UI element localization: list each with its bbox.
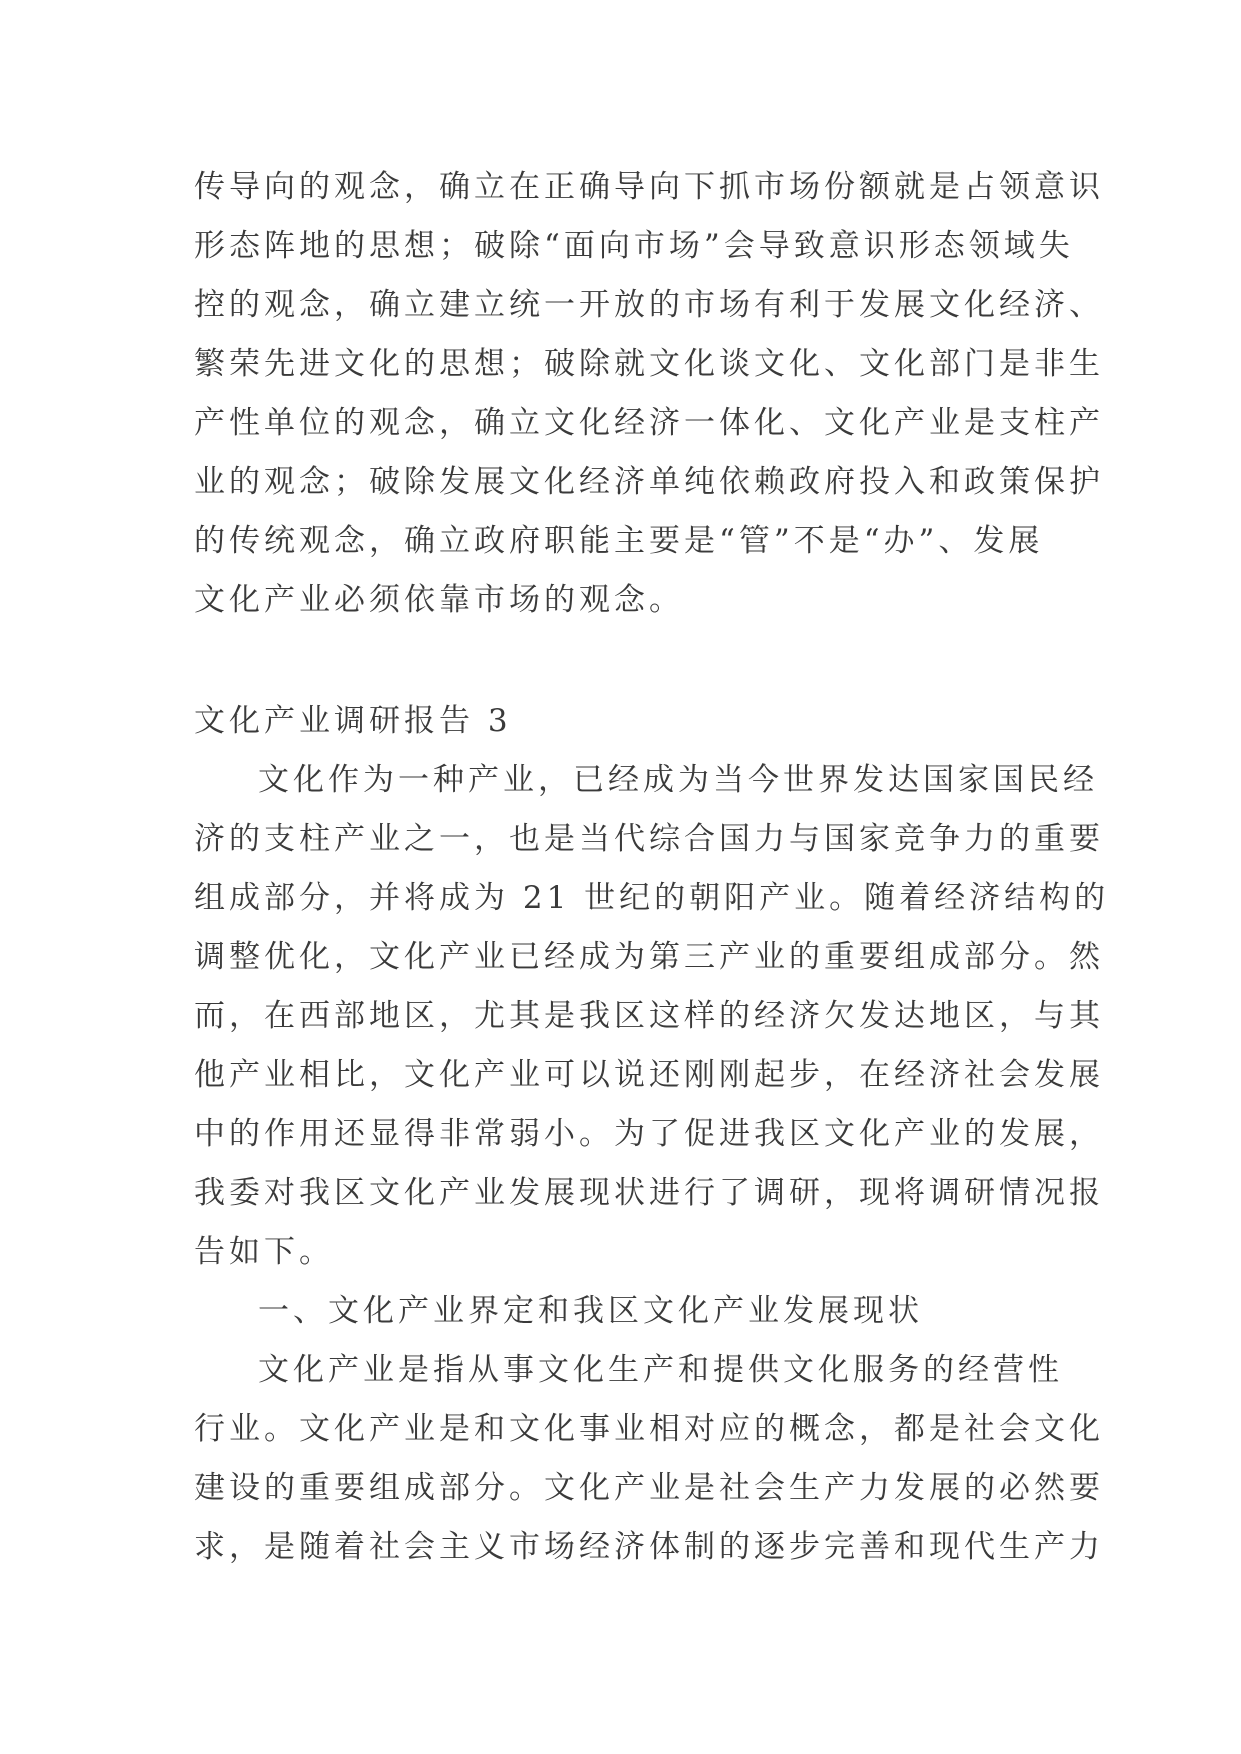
report-body: [194, 751, 1110, 1577]
text-line: 文化产业是指从事文化生产和提供文化服务的经营性: [258, 1352, 1063, 1388]
text-line: 控的观念，确立建立统一开放的市场有利于发展文化经济、: [194, 287, 1104, 323]
text-line: 行业。文化产业是和文化事业相对应的概念，都是社会文化: [194, 1411, 1104, 1447]
report-title-block: [194, 692, 1064, 751]
text-line: 济的支柱产业之一，也是当代综合国力与国家竞争力的重要: [194, 821, 1104, 857]
text-line: 调整优化，文化产业已经成为第三产业的重要组成部分。然: [194, 939, 1104, 975]
section-heading: 一、文化产业界定和我区文化产业发展现状: [258, 1293, 923, 1329]
text-line: 我委对我区文化产业发展现状进行了调研，现将调研情况报: [194, 1175, 1104, 1211]
text-line: 告如下。: [194, 1234, 334, 1270]
report-title: 文化产业调研报告 3: [194, 703, 512, 739]
text-line: 中的作用还显得非常弱小。为了促进我区文化产业的发展，: [194, 1116, 1104, 1152]
text-line: 他产业相比，文化产业可以说还刚刚起步，在经济社会发展: [194, 1057, 1104, 1093]
text-line: 组成部分，并将成为 21 世纪的朝阳产业。随着经济结构的: [194, 880, 1110, 916]
text-line: 而，在西部地区，尤其是我区这样的经济欠发达地区，与其: [194, 998, 1104, 1034]
text-line: 传导向的观念，确立在正确导向下抓市场份额就是占领意识: [194, 169, 1104, 205]
continuation-paragraph: [194, 158, 1104, 630]
text-line: 业的观念；破除发展文化经济单纯依赖政府投入和政策保护: [194, 464, 1104, 500]
text-line: 形态阵地的思想；破除“面向市场”会导致意识形态领域失: [194, 228, 1074, 264]
text-line: 文化作为一种产业，已经成为当今世界发达国家国民经: [258, 762, 1098, 798]
text-line: 求，是随着社会主义市场经济体制的逐步完善和现代生产力: [194, 1529, 1104, 1565]
text-line: 建设的重要组成部分。文化产业是社会生产力发展的必然要: [194, 1470, 1104, 1506]
text-line: 产性单位的观念，确立文化经济一体化、文化产业是支柱产: [194, 405, 1104, 441]
text-line: 的传统观念，确立政府职能主要是“管”不是“办”、发展: [194, 523, 1044, 559]
text-line: 繁荣先进文化的思想；破除就文化谈文化、文化部门是非生: [194, 346, 1104, 382]
text-line: 文化产业必须依靠市场的观念。: [194, 582, 684, 618]
